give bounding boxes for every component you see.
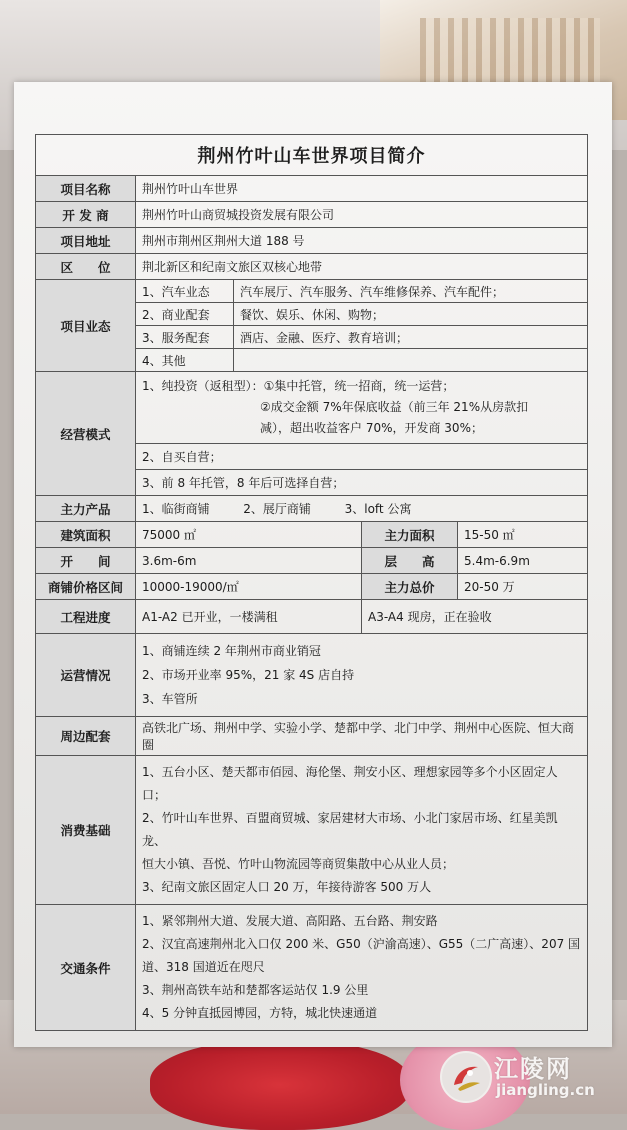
width-label: 开 间: [36, 548, 136, 574]
progress-right: A3-A4 现房，正在验收: [362, 600, 588, 634]
price-range-label: 商铺价格区间: [36, 574, 136, 600]
watermark-site-name: 江陵网: [494, 1055, 572, 1083]
red-object: [150, 1040, 410, 1130]
format-item-value: [234, 349, 588, 372]
format-item-name: 1、汽车业态: [136, 280, 234, 303]
document-title: 荆州竹叶山车世界项目简介: [36, 135, 588, 176]
location-value: 荆北新区和纪南文旅区双核心地带: [136, 254, 588, 280]
jiangling-logo-icon: [440, 1051, 492, 1103]
price-range-value: 10000-19000/㎡: [136, 574, 362, 600]
location-label: 区 位: [36, 254, 136, 280]
surroundings-value: 高铁北广场、荆州中学、实验小学、楚都中学、北门中学、荆州中心医院、恒大商圈: [136, 717, 588, 756]
formats-label: 项目业态: [36, 280, 136, 372]
traffic-line-3: 道、318 国道近在咫尺: [142, 960, 265, 974]
operation-label: 运营情况: [36, 634, 136, 717]
consumption-line-3: 恒大小镇、吾悦、竹叶山物流园等商贸集散中心从业人员；: [142, 857, 455, 871]
progress-left: A1-A2 已开业，一楼满租: [136, 600, 362, 634]
document-paper: [14, 82, 612, 1047]
watermark: [440, 1045, 625, 1105]
address-label: 项目地址: [36, 228, 136, 254]
developer-label: 开 发 商: [36, 202, 136, 228]
model-line-3: 减），超出收益客户 70%，开发商 30%；: [260, 421, 483, 435]
building-area-label: 建筑面积: [36, 522, 136, 548]
traffic-line-1: 1、紧邻荆州大道、发展大道、高阳路、五台路、荆安路: [142, 914, 438, 928]
model-line-2: ②成交金额 7%年保底收益（前三年 21%从房款扣: [260, 400, 529, 414]
format-item-name: 3、服务配套: [136, 326, 234, 349]
model-cell: [136, 372, 588, 444]
product-item-3: 3、loft 公寓: [344, 502, 412, 516]
total-price-label: 主力总价: [362, 574, 458, 600]
format-item-value: 汽车展厅、汽车服务、汽车维修保养、汽车配件；: [234, 280, 588, 303]
traffic-line-5: 4、5 分钟直抵园博园，方特，城北快速通道: [142, 1006, 378, 1020]
consumption-line-2: 2、竹叶山车世界、百盟商贸城、家居建材大市场、小北门家居市场、红星美凯龙、: [142, 811, 558, 848]
product-item-2: 2、展厅商铺: [243, 502, 311, 516]
traffic-label: 交通条件: [36, 905, 136, 1031]
traffic-line-2: 2、汉宜高速荆州北入口仅 200 米、G50（沪渝高速）、G55（二广高速）、207 国: [142, 937, 581, 951]
model-line-4: 2、自买自营；: [136, 444, 588, 470]
progress-label: 工程进度: [36, 600, 136, 634]
traffic-line-4: 3、荆州高铁车站和楚都客运站仅 1.9 公里: [142, 983, 369, 997]
surroundings-label: 周边配套: [36, 717, 136, 756]
total-price-value: 20-50 万: [458, 574, 588, 600]
format-item-name: 2、商业配套: [136, 303, 234, 326]
model-line-5: 3、前 8 年托管，8 年后可选择自营；: [136, 470, 588, 496]
main-area-label: 主力面积: [362, 522, 458, 548]
width-value: 3.6m-6m: [136, 548, 362, 574]
operation-line-2: 2、市场开业率 95%，21 家 4S 店自持: [142, 668, 355, 682]
format-item-name: 4、其他: [136, 349, 234, 372]
product-item-1: 1、临街商铺: [142, 502, 210, 516]
main-area-value: 15-50 ㎡: [458, 522, 588, 548]
building-area-value: 75000 ㎡: [136, 522, 362, 548]
consumption-line-1: 1、五台小区、楚天都市佰园、海伦堡、荆安小区、理想家园等多个小区固定人口；: [142, 765, 558, 802]
project-name-value: 荆州竹叶山车世界: [136, 176, 588, 202]
operation-line-1: 1、商铺连续 2 年荆州市商业销冠: [142, 644, 321, 658]
model-line-1: 1、纯投资（返租型）：①集中托管，统一招商，统一运营；: [142, 379, 455, 393]
products-label: 主力产品: [36, 496, 136, 522]
model-label: 经营模式: [36, 372, 136, 496]
products-value: [136, 496, 588, 522]
format-item-value: 酒店、金融、医疗、教育培训；: [234, 326, 588, 349]
operation-cell: [136, 634, 588, 717]
developer-value: 荆州竹叶山商贸城投资发展有限公司: [136, 202, 588, 228]
consumption-line-4: 3、纪南文旅区固定人口 20 万，年接待游客 500 万人: [142, 880, 432, 894]
consumption-cell: [136, 756, 588, 905]
traffic-cell: [136, 905, 588, 1031]
project-info-table: [35, 134, 588, 1031]
address-value: 荆州市荆州区荆州大道 188 号: [136, 228, 588, 254]
height-value: 5.4m-6.9m: [458, 548, 588, 574]
watermark-url: jiangling.cn: [496, 1081, 595, 1099]
operation-line-3: 3、车管所: [142, 692, 198, 706]
consumption-label: 消费基础: [36, 756, 136, 905]
height-label: 层 高: [362, 548, 458, 574]
format-item-value: 餐饮、娱乐、休闲、购物；: [234, 303, 588, 326]
project-name-label: 项目名称: [36, 176, 136, 202]
